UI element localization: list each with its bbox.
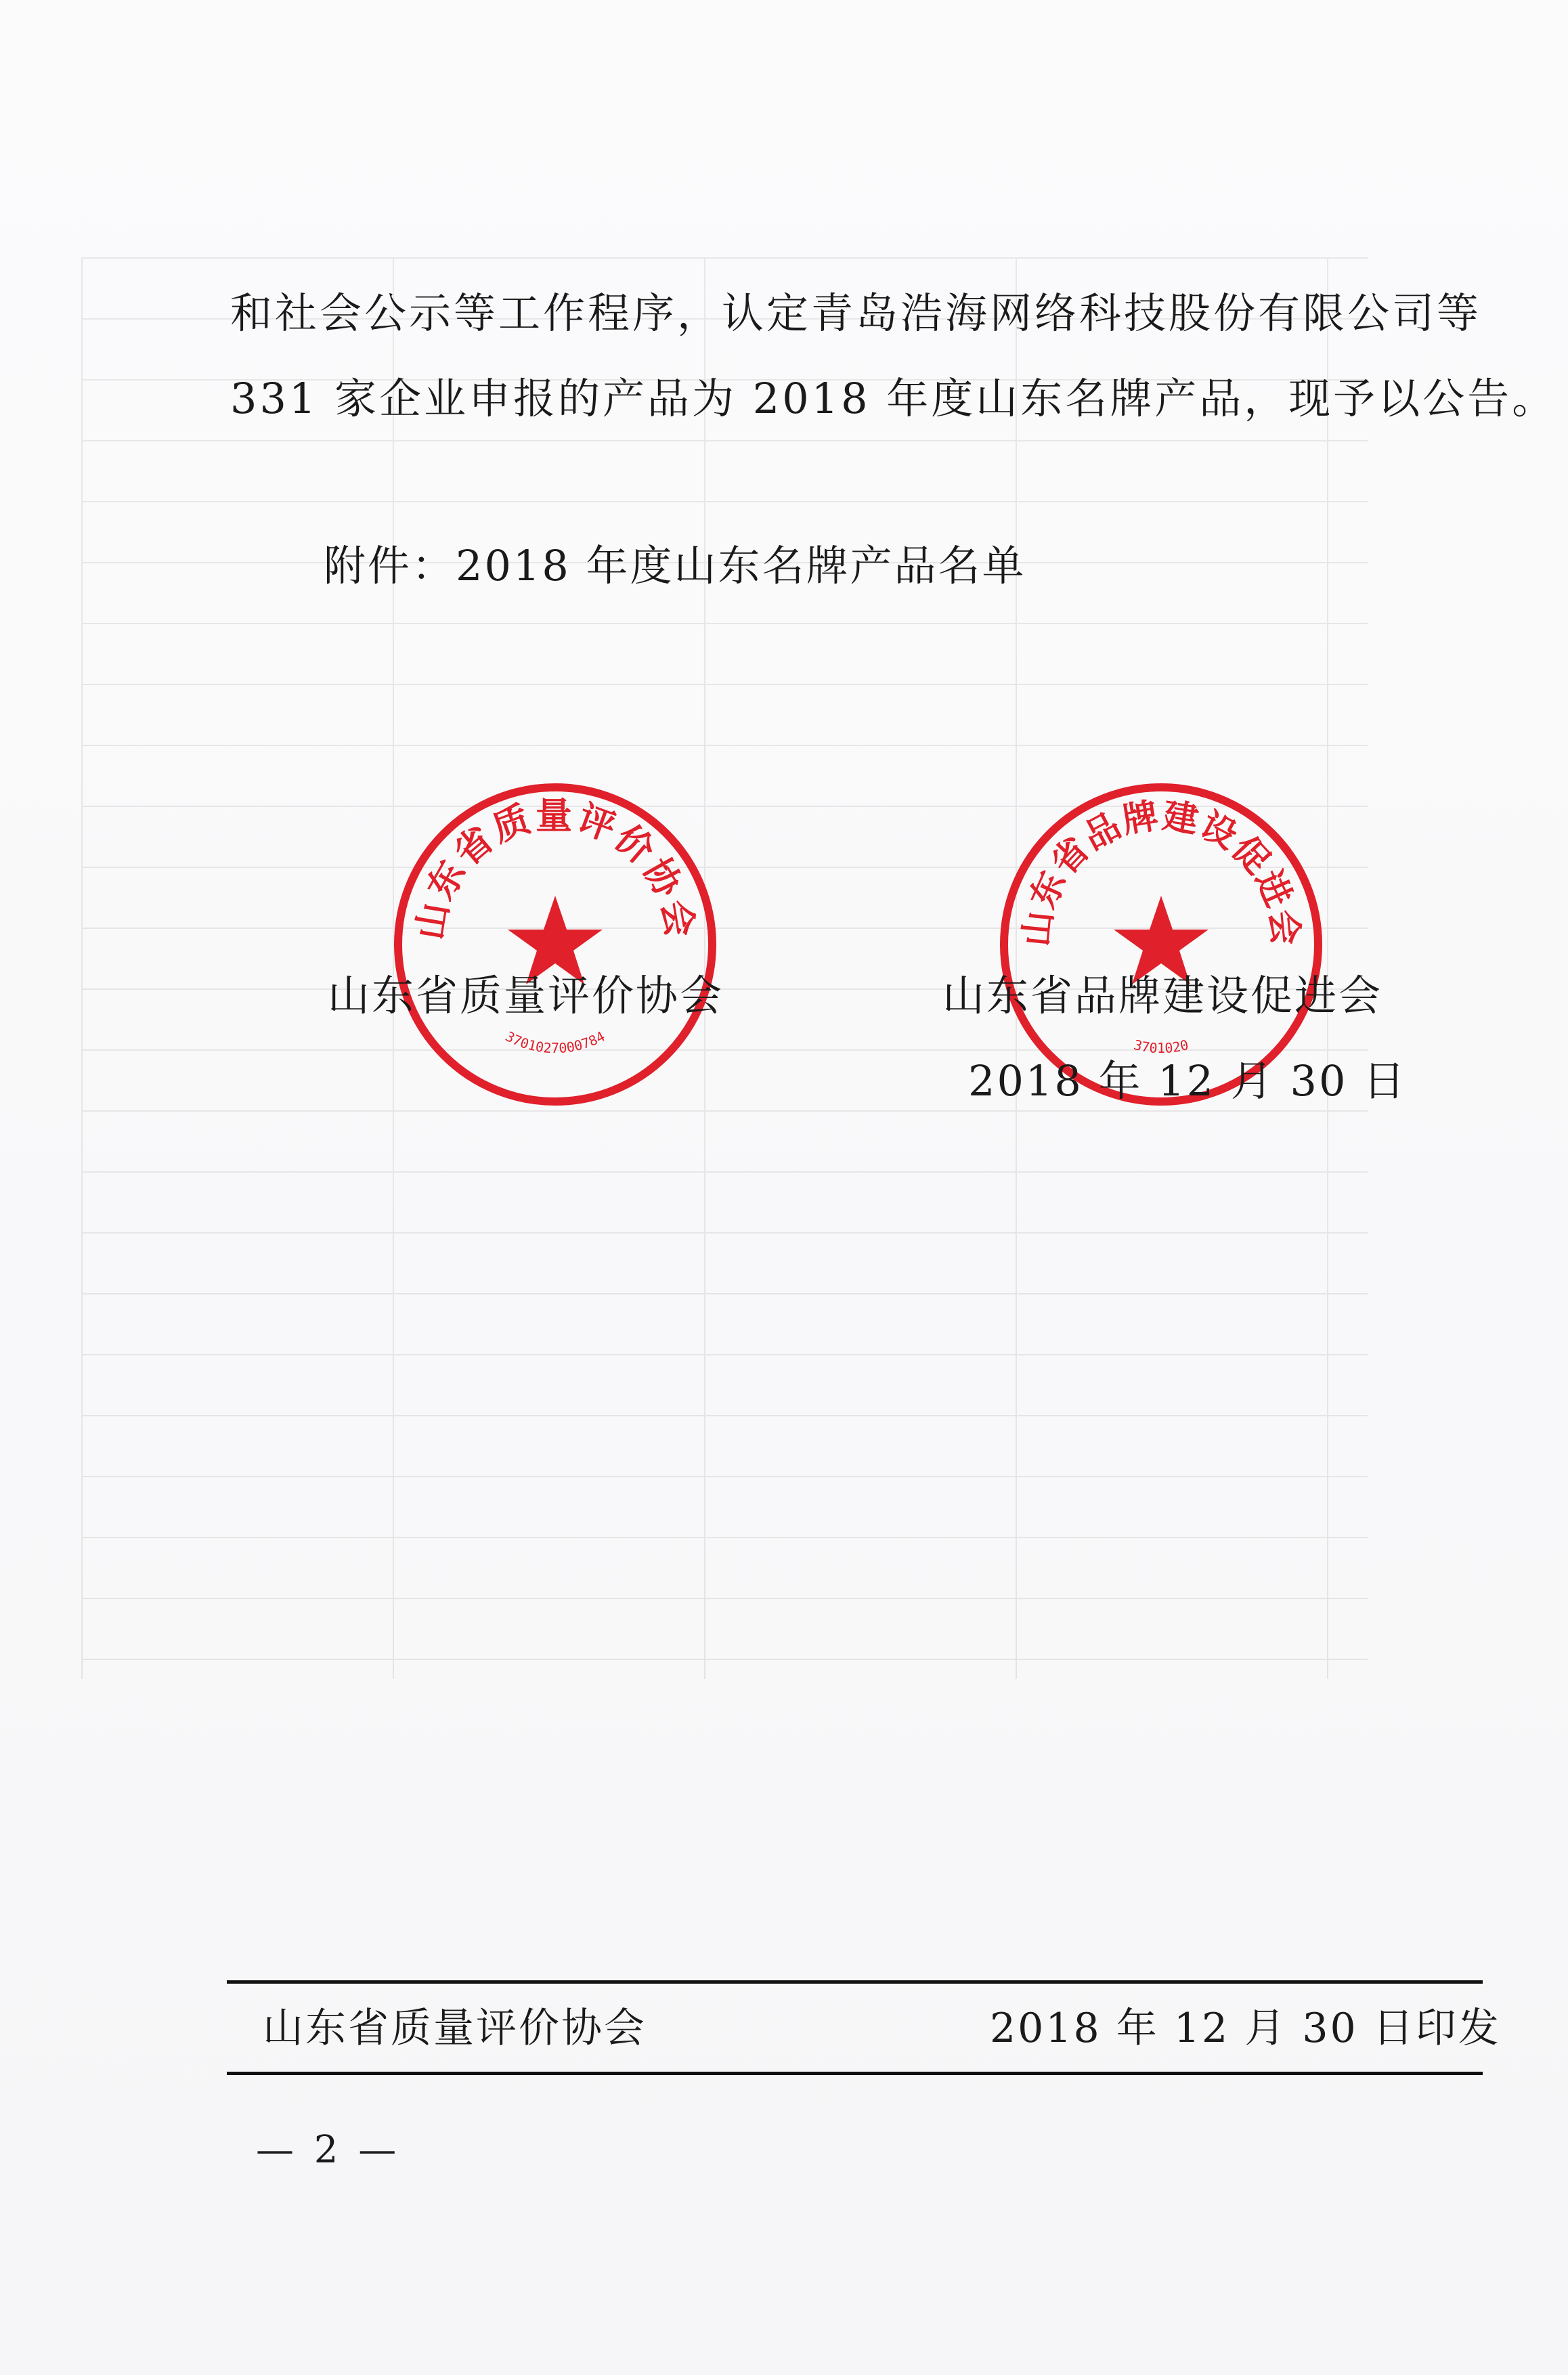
body-text-line-2: 331 家企业申报的产品为 2018 年度山东名牌产品，现予以公告。 [230,374,1557,423]
body-text-line-1: 和社会公示等工作程序，认定青岛浩海网络科技股份有限公司等 [230,288,1482,338]
footer-issuing-org: 山东省质量评价协会 [263,2005,647,2052]
footer-issue-date: 2018 年 12 月 30 日印发 [990,2005,1501,2052]
footer-top-rule [227,1980,1483,1984]
signature-left-org: 山东省质量评价协会 [328,971,724,1020]
seal-left-number: 3701027000784 [502,1028,608,1057]
page-number: — 2 — [256,2128,401,2172]
seal-right-text: 山东省品牌建设促进会 [1016,794,1307,949]
seal-left-text: 山东省质量评价协会 [408,793,703,943]
signature-date: 2018 年 12 月 30 日 [968,1056,1408,1106]
signature-right-org: 山东省品牌建设促进会 [942,971,1383,1020]
footer-bottom-rule [227,2072,1483,2075]
attachment-note: 附件：2018 年度山东名牌产品名单 [324,541,1026,590]
seal-left-stamp [386,775,724,1114]
seal-right-number: 3701020 [1132,1036,1190,1057]
